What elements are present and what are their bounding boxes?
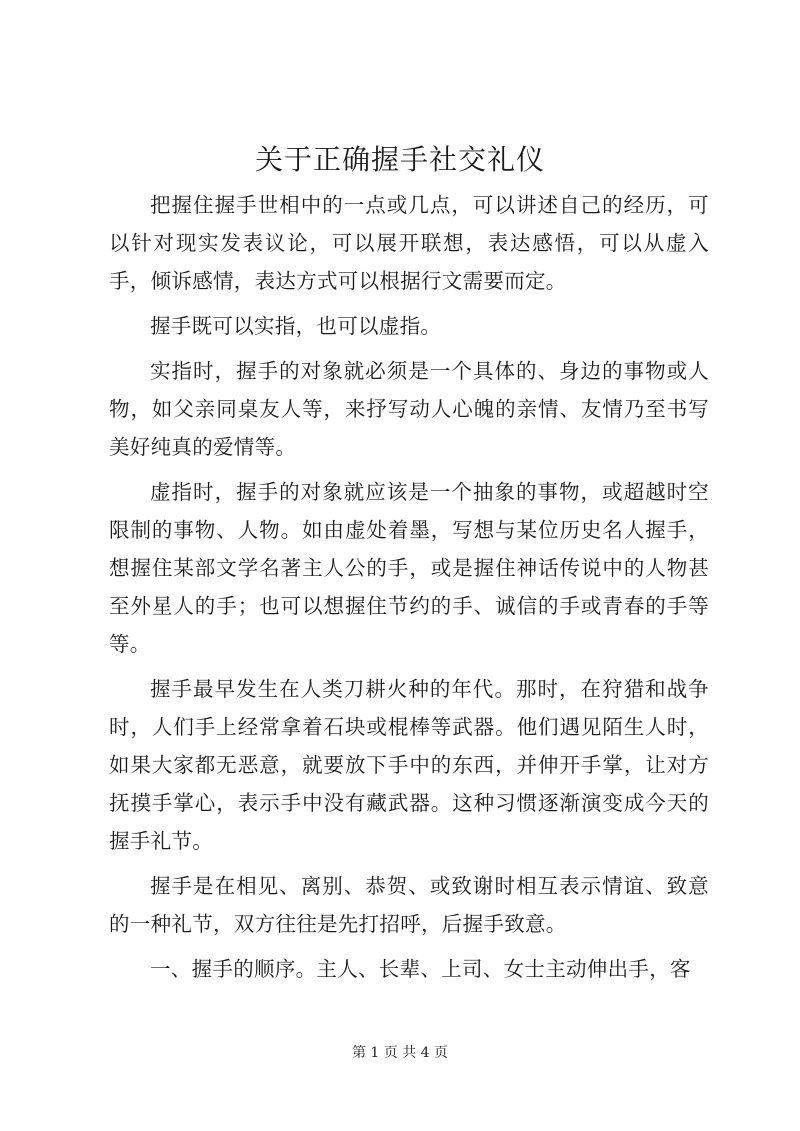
paragraph: 一、握手的顺序。主人、长辈、上司、女士主动伸出手，客: [150, 957, 691, 981]
paragraph: 把握住握手世相中的一点或几点，可以讲述自己的经历，可以针对现实发表议论，可以展开联想，表达感悟，可以从虚入手，倾诉感情，表达方式可以根据行文需要而定。: [109, 193, 709, 293]
paragraph: 握手既可以实指，也可以虚指。: [150, 314, 442, 338]
document-body: [109, 186, 709, 995]
paragraph: 实指时，握手的对象就必须是一个具体的、身边的事物或人物，如父亲同桌友人等，来抒写动人心魄的亲情、友情乃至书写美好纯真的爱情等。: [109, 359, 709, 459]
paragraph: 虚指时，握手的对象就应该是一个抽象的事物，或超越时空限制的事物、人物。如由虚处着墨，写想与某位历史名人握手，想握住某部文学名著主人公的手，或是握住神话传说中的人物甚至外星人的手；也可以想握住节约的手、诚信的手或青春的手等等。: [109, 480, 709, 656]
document-title: 关于正确握手社交礼仪: [254, 143, 545, 176]
paragraph: 握手最早发生在人类刀耕火种的年代。那时，在狩猎和战争时，人们手上经常拿着石块或棍棒等武器。他们遇见陌生人时，如果大家都无恶意，就要放下手中的东西，并伸开手掌，让对方抚摸手掌心，表示手中没有藏武器。这种习惯逐渐演变成今天的握手礼节。: [109, 677, 709, 853]
paragraph: 握手是在相见、离别、恭贺、或致谢时相互表示情谊、致意的一种礼节，双方往往是先打招呼，后握手致意。: [109, 874, 709, 936]
page-footer: 第 1 页 共 4 页: [351, 1045, 449, 1061]
